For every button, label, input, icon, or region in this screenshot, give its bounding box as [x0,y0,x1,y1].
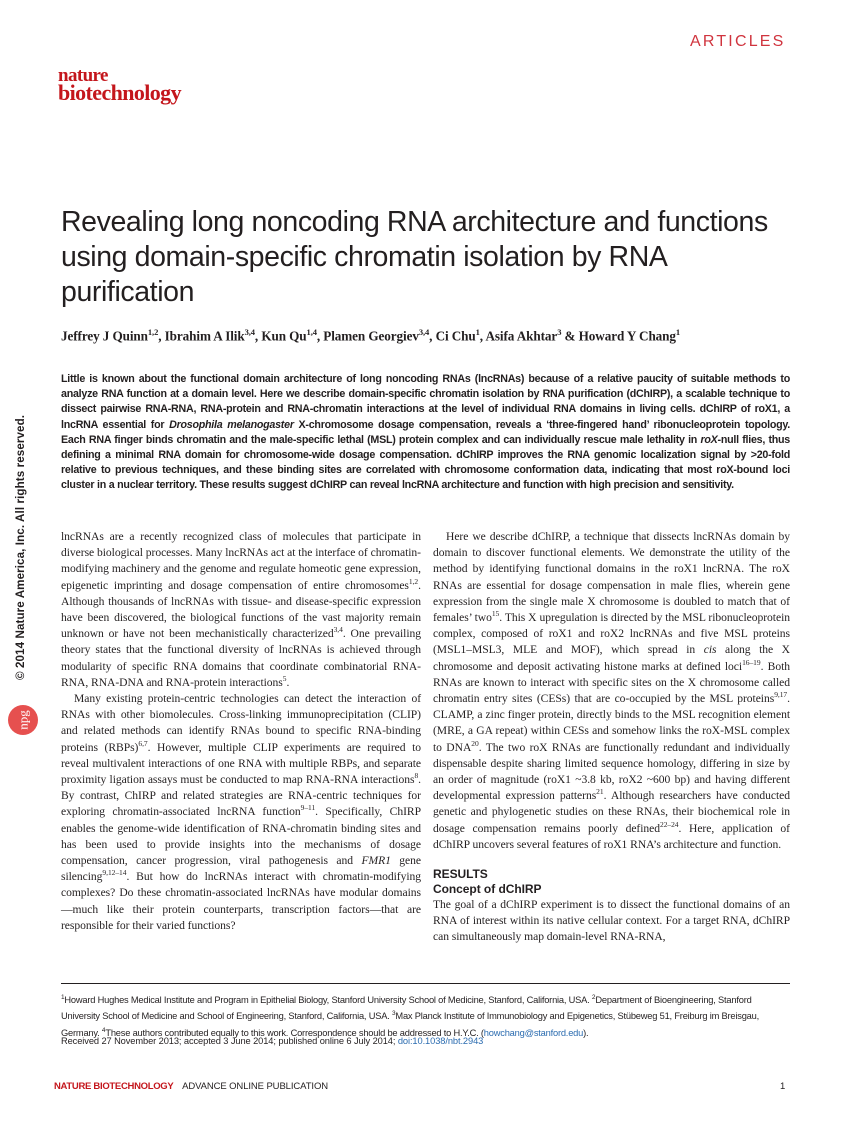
abstract: Little is known about the functional domain architecture of long noncoding RNAs (lncRNAs) because of a relative paucity of suitable methods to analyze RNA function at a domain level. Here we describe domain-specific chromatin isolation by RNA purification (dChIRP), a scalable technique to dissect pairwise RNA-RNA, RNA-protein and RNA-chromatin interactions at the level of individual RNA domains in living cells. dChIRP of roX1, a lncRNA essential for Drosophila melanogaster X-chromosome dosage compensation, reveals a ‘three-fingered hand’ ribonucleoprotein topology. Each RNA finger binds chromatin and the male-specific lethal (MSL) protein complex and can individually rescue male lethality in roX-null flies, thus defining a minimal RNA domain for chromosome-wide dosage compensation. dChIRP improves the RNA genomic localization signal by >20-fold relative to previous techniques, and these binding sites are correlated with chromosome conformation data, indicating that most roX-bound loci cluster in a nuclear territory. These results suggest dChIRP can reveal lncRNA architecture and function with high precision and sensitivity. [61,373,790,492]
author-affiliation: 3,4 [244,327,255,337]
gene-name: roX [700,433,718,446]
author-separator: , [316,328,324,344]
author-separator: & [561,328,579,344]
page-number: 1 [780,1081,786,1092]
author-name: Ci Chu [435,328,476,344]
citation[interactable]: 15 [491,609,500,619]
section-label: ARTICLES [690,33,786,50]
citation[interactable]: 8 [414,771,419,781]
citation[interactable]: 5 [282,673,287,683]
journal-logo-line1: nature [58,65,108,86]
italic-term: cis [703,643,717,657]
author-affiliation: 1,4 [306,327,317,337]
paragraph: The goal of a dChIRP experiment is to dissect the functional domains of an RNA of interest within its native cellular context. For a target RNA, dChIRP can simultaneously map domain-level RNA-RNA, [433,898,790,944]
footer-journal-name: NATURE BIOTECHNOLOGY [54,1081,174,1092]
citation[interactable]: 3,4 [333,625,343,635]
author-list [61,327,801,344]
copyright-notice: © 2014 Nature America, Inc. All rights reserved. [14,414,27,680]
paragraph: Many existing protein-centric technologies can detect the interaction of RNAs with other biomolecules. Cross-linking immunoprecipitation (CLIP) and related methods can identify RNAs bound to specific RNA-binding proteins (RBPs)$^{6,7}$. However, multiple CLIP experiments are required to reveal multivalent interactions of one RNA with multiple RBPs, and separate proximity ligation assays must be conducted to map RNA-RNA interactions$^8$. By contrast, ChIRP and related strategies are RNA-centric techniques for exploring chromatin-associated lncRNA function$^{9-11}$. Specifically, ChIRP enables the genome-wide identification of RNA-chromatin binding sites and has been used to provide insights into the mechanisms of dosage compensation, cancer progression, viral pathogenesis and FMR1 gene silencing$^{9,12-14}$. But how do lncRNAs interact with chromatin-modifying complexes? Do these chromatin-associated lncRNAs have modular domains—much like their protein counterparts, transcription factors—that are responsible for their varied functions? [61,692,421,932]
affiliations: $^1$Howard Hughes Medical Institute and Program in Epithelial Biology, Stanford University School of Medicine, Stanford, California, USA. $^2$Department of Bioengineering, Stanford University School of Medicine and School of Engineering, Stanford, California, USA. $^3$Max Planck Institute of Immunobiology and Epigenetics, Stübeweg 51, Freiburg im Breisgau, Germany. $^4$These authors contributed equally to this work. Correspondence should be addressed to H.Y.C. (howchang@stanford.edu). [61,994,759,1038]
publication-history: Received 27 November 2013; accepted 3 June 2014; published online 6 July 2014; doi:10.1038/nbt.2943 [61,1036,484,1046]
body-column-right [433,529,790,946]
journal-logo-line2: biotechnology [58,80,181,105]
citation[interactable]: 16–19 [742,657,761,667]
citation[interactable]: 1,2 [408,576,419,586]
author-affiliation: 1 [675,327,681,337]
author-affiliation: 3,4 [418,327,430,337]
author-name: Howard Y Chang [578,328,676,344]
citation[interactable]: 20 [471,738,479,748]
footer-publication-type: ADVANCE ONLINE PUBLICATION [182,1081,328,1092]
email-link[interactable]: howchang@stanford.edu [483,1027,584,1038]
author-separator: , [254,328,262,344]
species-name: Drosophila melanogaster [169,418,294,431]
author-separator: , [158,328,165,344]
publisher-logo [8,705,38,735]
citation[interactable]: 22–24 [660,819,679,829]
page-footer [54,1081,328,1092]
doi-link[interactable]: doi:10.1038/nbt.2943 [397,1036,484,1046]
author-separator: , [479,328,486,344]
paragraph: Here we describe dChIRP, a technique that dissects lncRNAs domain by domain to discover functional elements. We demonstrate the utility of the method by identifying functional domains in the roX1 lncRNA. The roX RNAs are essential for dosage compensation in male flies, wherein gene expression from the single male X chromosome is doubled to match that of females’ two$^{15}$. This X upregulation is directed by the MSL ribonucleoprotein complex, composed of roX1 and roX2 lncRNAs and five MSL proteins (MSL1–MSL3, MLE and MOF), which spread in cis along the X chromosome and deposit activating histone marks at defined loci$^{16-19}$. Both RNAs are known to interact with specific sites on the X chromosome called chromatin entry sites (CESs) that are co-occupied by the MSL proteins$^{9,17}$. CLAMP, a zinc finger protein, directly binds to the MSL recognition element (MRE, a GA repeat) within CESs and somehow links the roX-MSL complex to DNA$^{20}$. The two roX RNAs are functionally redundant and individually dispensable despite sharing limited sequence homology, differing in size by an order of magnitude (roX1 ~3.8 kb, roX2 ~600 bp) and having different developmental expression patterns$^{21}$. Although researchers have conducted genetic and phylogenetic studies on these RNAs, their biochemical role in dosage compensation remains poorly defined$^{22-24}$. Here, application of dChIRP uncovers several features of roX1 RNA’s architecture and function. [433,530,791,851]
section-heading-results: RESULTS [433,867,488,882]
subsection-heading: Concept of dChIRP [433,882,542,897]
citation[interactable]: 9–11 [300,803,316,813]
citation[interactable]: 9,17 [774,690,788,700]
author-separator: , [429,328,436,344]
gene-name: FMR1 [361,854,391,868]
article-title: Revealing long noncoding RNA architecture and functions using domain-specific chromatin isolation by RNA purification [61,206,768,308]
body-column-left [61,529,421,934]
author-name: Asifa Akhtar [485,328,558,344]
author-name: Jeffrey J Quinn [61,328,148,344]
npg-logo-text: npg [15,710,31,730]
citation[interactable]: 6,7 [138,738,148,748]
author-affiliation: 1 [475,327,480,337]
author-name: Plamen Georgiev [323,328,419,344]
paragraph: lncRNAs are a recently recognized class of molecules that participate in diverse biological processes. Many lncRNAs act at the interface of chromatin-modifying machinery and the genome and regulate homeotic gene expression, epigenetic imprinting and dosage compensation of entire chromosomes$^{1,2}$. Although thousands of lncRNAs with tissue- and disease-specific expression have been discovered, the biological functions of the vast majority remain unknown or have not been mechanistically characterized$^{3,4}$. One prevailing theory states that the functional diversity of lncRNAs is achieved through modularity of specific RNA domains that coordinate combinatorial RNA-RNA, RNA-DNA and RNA-protein interactions$^5$. [61,530,422,689]
citation[interactable]: 9,12–14 [102,868,127,878]
footnote-divider [61,983,790,984]
author-affiliation: 3 [557,327,562,337]
author-name: Kun Qu [261,328,307,344]
citation[interactable]: 21 [596,787,604,797]
author-affiliation: 1,2 [147,327,159,337]
journal-logo [58,65,181,105]
author-name: Ibrahim A Ilik [164,328,245,344]
